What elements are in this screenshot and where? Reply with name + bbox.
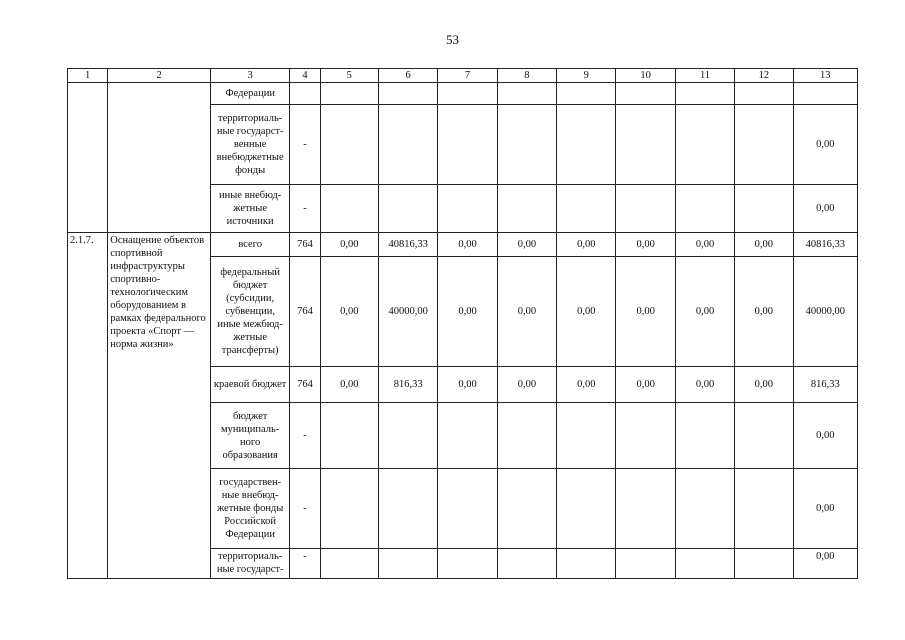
column-header: 5: [320, 69, 378, 83]
column-header: 4: [290, 69, 320, 83]
cell: 0,00: [497, 257, 556, 367]
cell: 0,00: [616, 257, 675, 367]
cell: 764: [290, 367, 320, 403]
column-header: 10: [616, 69, 675, 83]
cell: 0,00: [320, 233, 378, 257]
item-name: Оснащение объектов спортивной инфраструктуры спортивно-технологическим оборудованием в рамках федерального проекта «Спорт — норма жизни»: [108, 233, 211, 579]
cell: 0,00: [616, 233, 675, 257]
table-row: [68, 233, 858, 257]
column-header: 11: [675, 69, 734, 83]
cell: 0,00: [438, 233, 497, 257]
cell: 40000,00: [793, 257, 857, 367]
cell: 0,00: [438, 257, 497, 367]
column-number-row: [68, 69, 858, 83]
cell: 0,00: [497, 233, 556, 257]
cell: 0,00: [438, 367, 497, 403]
cell: [793, 83, 857, 105]
funding-source: государствен-ные внебюд-жетные фонды Российской Федерации: [210, 469, 290, 549]
cell: 0,00: [557, 257, 616, 367]
cell: -: [290, 403, 320, 469]
cell: 0,00: [320, 257, 378, 367]
cell: 0,00: [557, 367, 616, 403]
funding-source: бюджет муниципаль-ного образования: [210, 403, 290, 469]
item-number: 2.1.7.: [68, 233, 108, 579]
page-number: 53: [446, 32, 459, 47]
cell: 0,00: [557, 233, 616, 257]
cell: 816,33: [793, 367, 857, 403]
funding-source: территориаль-ные государст-венные внебюджетные фонды: [210, 105, 290, 185]
budget-table: [67, 68, 858, 579]
funding-source: иные внебюд-жетные источники: [210, 185, 290, 233]
cell: 40816,33: [793, 233, 857, 257]
cell: -: [290, 469, 320, 549]
cell: 0,00: [793, 185, 857, 233]
funding-source: краевой бюджет: [210, 367, 290, 403]
item-number-cell: [68, 83, 108, 233]
cell: -: [290, 549, 320, 579]
column-header: 3: [210, 69, 290, 83]
cell: 40816,33: [378, 233, 437, 257]
cell: 0,00: [675, 233, 734, 257]
column-header: 2: [108, 69, 211, 83]
column-header: 13: [793, 69, 857, 83]
cell: 0,00: [675, 257, 734, 367]
column-header: 7: [438, 69, 497, 83]
cell: 0,00: [735, 257, 793, 367]
column-header: 6: [378, 69, 437, 83]
cell: 764: [290, 257, 320, 367]
cell: [290, 83, 320, 105]
cell: -: [290, 105, 320, 185]
funding-source: федеральный бюджет (субсидии, субвенции, иные межбюд-жетные трансферты): [210, 257, 290, 367]
cell: 0,00: [675, 367, 734, 403]
cell: 816,33: [378, 367, 437, 403]
funding-source: территориаль-ные государст-: [210, 549, 290, 579]
cell: 0,00: [497, 367, 556, 403]
cell: 0,00: [793, 105, 857, 185]
cell: 40000,00: [378, 257, 437, 367]
cell: 0,00: [735, 233, 793, 257]
column-header: 12: [735, 69, 793, 83]
column-header: 9: [557, 69, 616, 83]
table-row: [68, 83, 858, 105]
item-name-cell: [108, 83, 211, 233]
cell: 0,00: [793, 403, 857, 469]
cell: 0,00: [735, 367, 793, 403]
cell: 0,00: [320, 367, 378, 403]
funding-source: всего: [210, 233, 290, 257]
cell: 0,00: [793, 549, 857, 579]
cell: 0,00: [616, 367, 675, 403]
column-header: 8: [497, 69, 556, 83]
column-header: 1: [68, 69, 108, 83]
cell: 764: [290, 233, 320, 257]
cell: -: [290, 185, 320, 233]
cell: 0,00: [793, 469, 857, 549]
funding-source: Федерации: [210, 83, 290, 105]
